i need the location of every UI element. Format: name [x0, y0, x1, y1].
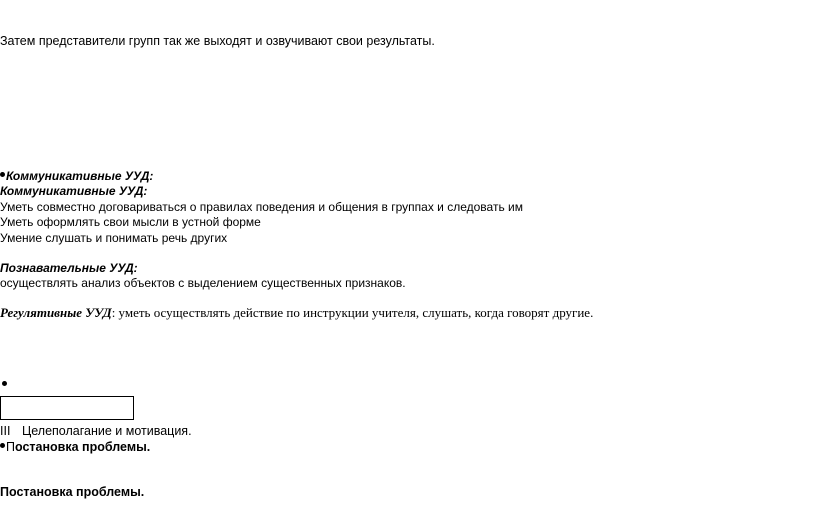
problem-heading: Постановка проблемы.: [0, 485, 145, 499]
cognitive-text: осуществлять анализ объектов с выделением существенных признаков.: [0, 276, 406, 290]
problem-first-letter: П: [6, 440, 15, 454]
regulatory-text: : уметь осуществлять действие по инструкции учителя, слушать, когда говорят другие.: [111, 305, 594, 320]
communicative-heading: Коммуникативные УУД:: [0, 184, 148, 198]
bullet-icon: [0, 172, 5, 177]
empty-text-box: [0, 396, 134, 420]
communicative-item: Умение слушать и понимать речь других: [0, 231, 228, 245]
cognitive-heading: Познавательные УУД:: [0, 261, 138, 275]
regulatory-heading: Регулятивные УУД: [0, 305, 112, 320]
bullet-icon: [2, 381, 7, 386]
intro-paragraph: Затем представители групп так же выходят и озвучивают свои результаты.: [0, 34, 435, 48]
communicative-item: Уметь оформлять свои мысли в устной форме: [0, 215, 261, 229]
bullet-icon: [0, 443, 5, 448]
communicative-item: Уметь совместно договариваться о правилах поведения и общения в группах и следовать им: [0, 200, 523, 214]
communicative-heading-bulleted: [0, 169, 153, 184]
regulatory-paragraph: [0, 305, 593, 320]
section-item: [0, 424, 192, 439]
section-title: Целеполагание и мотивация.: [22, 424, 192, 438]
communicative-heading-text: Коммуникативные УУД:: [6, 169, 154, 183]
problem-rest: остановка проблемы.: [14, 440, 151, 454]
problem-heading-bulleted: [0, 440, 150, 455]
section-number: III: [0, 424, 11, 438]
